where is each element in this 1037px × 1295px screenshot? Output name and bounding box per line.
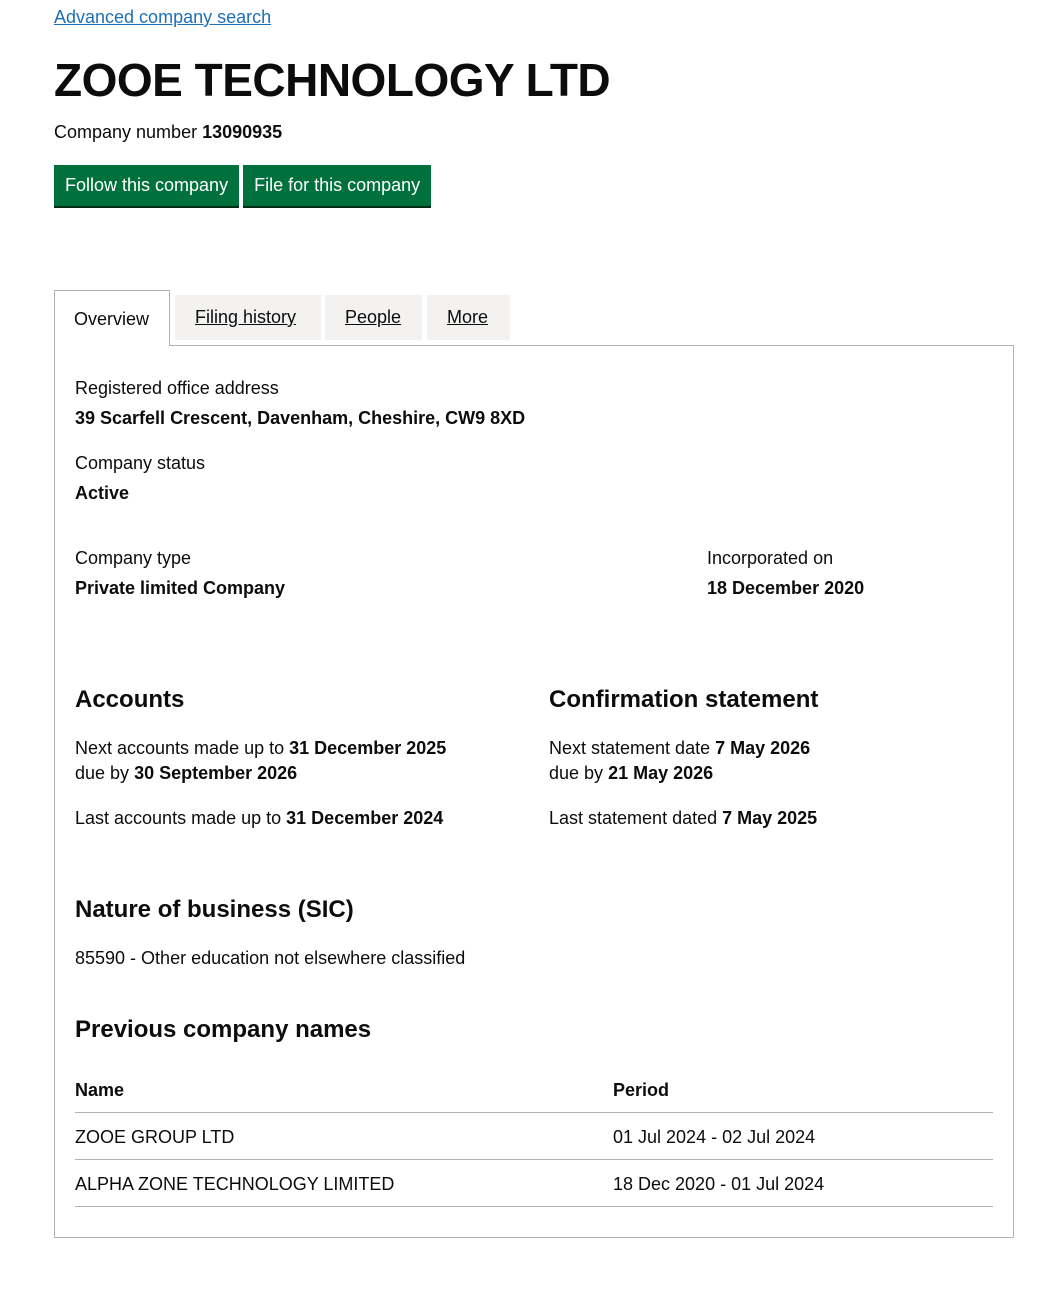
accounts-due-date: 30 September 2026 <box>134 763 298 783</box>
accounts-due-prefix: due by <box>75 763 130 783</box>
tab-more[interactable]: More <box>427 295 510 340</box>
confirmation-due-prefix: due by <box>549 763 604 783</box>
table-divider <box>75 1206 993 1207</box>
company-type-label: Company type <box>75 548 192 568</box>
company-number-value: 13090935 <box>202 122 283 142</box>
accounts-last-prefix: Last accounts made up to <box>75 808 282 828</box>
column-header-name: Name <box>75 1080 125 1100</box>
confirmation-next-prefix: Next statement date <box>549 738 711 758</box>
sic-entry: 85590 - Other education not elsewhere classified <box>75 948 466 968</box>
accounts-next-line <box>75 738 446 759</box>
company-number-line <box>54 122 282 143</box>
confirmation-last-line <box>549 808 817 829</box>
confirmation-last-date: 7 May 2025 <box>722 808 818 828</box>
previous-name-cell: ALPHA ZONE TECHNOLOGY LIMITED <box>75 1174 395 1194</box>
company-number-label: Company number <box>54 122 198 142</box>
company-status-value: Active <box>75 483 130 503</box>
company-type-value: Private limited Company <box>75 578 286 598</box>
registered-office-label: Registered office address <box>75 378 279 398</box>
accounts-next-date: 31 December 2025 <box>289 738 447 758</box>
confirmation-last-prefix: Last statement dated <box>549 808 718 828</box>
follow-company-button[interactable]: Follow this company <box>54 165 239 206</box>
accounts-next-prefix: Next accounts made up to <box>75 738 285 758</box>
confirmation-next-line <box>549 738 810 759</box>
previous-name-cell: ZOOE GROUP LTD <box>75 1127 235 1147</box>
overview-panel <box>54 345 1014 1238</box>
company-status-label: Company status <box>75 453 206 473</box>
confirmation-due-date: 21 May 2026 <box>608 763 714 783</box>
previous-names-heading: Previous company names <box>75 1016 372 1043</box>
advanced-company-search-link[interactable]: Advanced company search <box>54 7 272 27</box>
company-actions <box>54 165 431 206</box>
accounts-last-line <box>75 808 443 829</box>
tab-overview[interactable]: Overview <box>54 290 170 346</box>
tab-people[interactable]: People <box>325 295 422 340</box>
sic-heading: Nature of business (SIC) <box>75 896 354 923</box>
confirmation-next-date: 7 May 2026 <box>715 738 811 758</box>
previous-period-cell: 01 Jul 2024 - 02 Jul 2024 <box>613 1127 816 1147</box>
table-divider <box>75 1159 993 1160</box>
previous-period-cell: 18 Dec 2020 - 01 Jul 2024 <box>613 1174 825 1194</box>
incorporated-label: Incorporated on <box>707 548 834 568</box>
registered-office-value: 39 Scarfell Crescent, Davenham, Cheshire, CW9 8XD <box>75 408 526 428</box>
file-for-company-button[interactable]: File for this company <box>243 165 431 206</box>
accounts-due-line <box>75 763 297 784</box>
tab-filing-history[interactable]: Filing history <box>175 295 321 340</box>
table-divider <box>75 1112 993 1113</box>
confirmation-heading: Confirmation statement <box>549 686 819 713</box>
incorporated-value: 18 December 2020 <box>707 578 865 598</box>
confirmation-due-line <box>549 763 713 784</box>
tab-list <box>54 290 1014 346</box>
accounts-heading: Accounts <box>75 686 185 713</box>
company-name: ZOOE TECHNOLOGY LTD <box>54 54 611 106</box>
column-header-period: Period <box>613 1080 670 1100</box>
accounts-last-date: 31 December 2024 <box>286 808 444 828</box>
